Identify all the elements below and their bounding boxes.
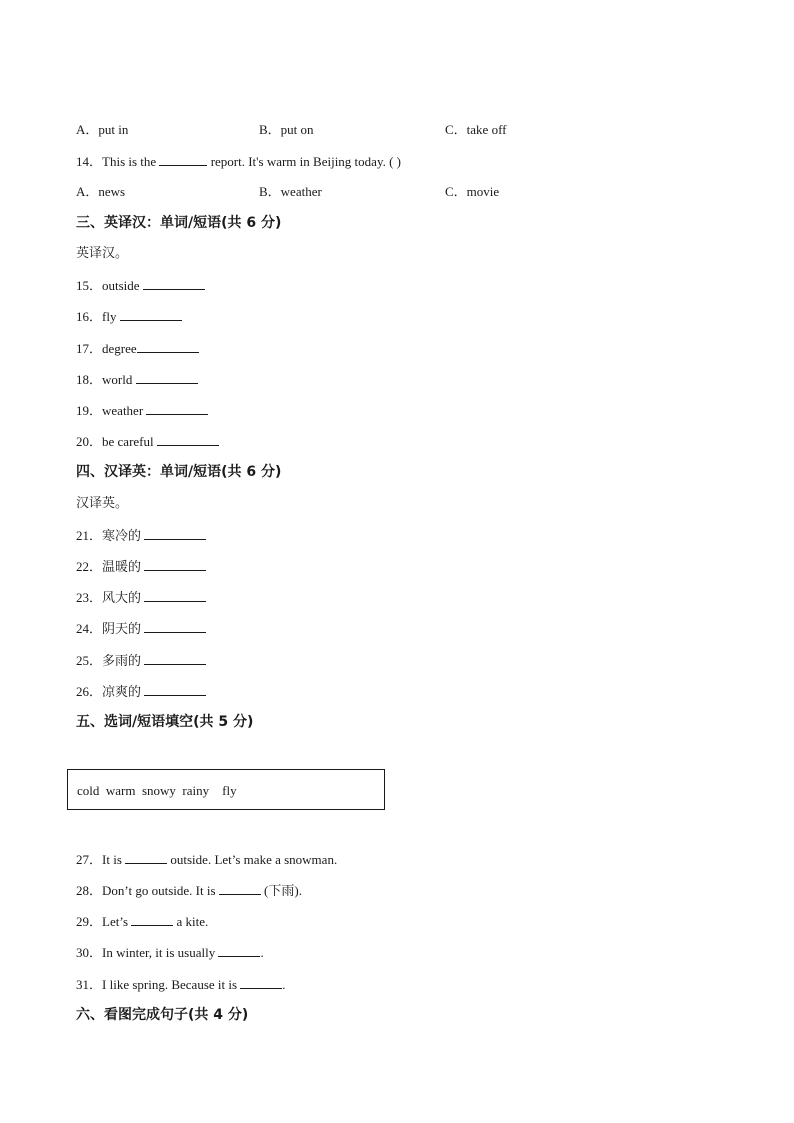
answer-blank[interactable] [157,433,219,446]
section-6-heading: 六、看图完成句子(共 4 分) [76,1007,249,1023]
question-word: 温暖的 [102,560,142,575]
answer-blank[interactable] [144,589,206,602]
question-19 [76,402,208,419]
word-bank-text: cold warm snowy rainy fly [77,783,237,798]
question-word: fly [102,309,117,324]
answer-blank[interactable] [144,652,206,665]
word-bank-box [67,769,385,810]
question-text-pre: In winter, it is usually [102,945,216,960]
question-number: 16． [76,309,103,324]
question-17 [76,340,199,357]
question-number: 30． [76,945,103,960]
section-3-instruction: 英译汉。 [76,246,129,261]
question-word: 凉爽的 [102,685,142,700]
question-number: 26． [76,684,103,699]
section-4-instruction: 汉译英。 [76,496,129,511]
question-number: 20． [76,434,103,449]
q14-option-c: C．movie [445,184,500,199]
question-25 [76,652,206,670]
question-14 [76,153,401,170]
question-word: 寒冷的 [102,529,142,544]
answer-blank[interactable] [144,527,206,540]
question-number: 19． [76,403,103,418]
question-text-pre: I like spring. Because it is [102,977,238,992]
question-26 [76,683,206,701]
section-4-heading: 四、汉译英：单词/短语(共 6 分) [76,464,282,480]
question-number: 24． [76,621,103,636]
answer-blank[interactable] [159,153,207,166]
q14-option-a: A．news [76,184,126,199]
question-text-pre: Let’s [102,914,129,929]
q13-option-b: B．put on [259,122,314,137]
answer-blank[interactable] [219,882,261,895]
question-number: 18． [76,372,103,387]
answer-blank[interactable] [125,851,167,864]
question-word: world [102,372,133,387]
answer-blank[interactable] [120,308,182,321]
question-text-pre: Don’t go outside. It is [102,883,216,898]
question-text-post: (下雨). [264,883,302,898]
question-27 [76,851,337,868]
question-number: 15． [76,278,103,293]
question-text-post: report. It's warm in Beijing today. ( ) [210,154,402,169]
question-number: 25． [76,653,103,668]
section-3-heading: 三、英译汉：单词/短语(共 6 分) [76,215,282,231]
question-28 [76,882,302,899]
answer-blank[interactable] [218,944,260,957]
question-number: 27． [76,852,103,867]
question-word: 多雨的 [102,654,142,669]
question-24 [76,620,206,638]
question-29 [76,913,208,930]
question-15 [76,277,205,294]
question-text-post: a kite. [176,914,209,929]
question-22 [76,558,206,576]
answer-blank[interactable] [144,683,206,696]
question-text-post: outside. Let’s make a snowman. [170,852,338,867]
question-text-post: . [282,977,286,992]
question-number: 28． [76,883,103,898]
answer-blank[interactable] [144,620,206,633]
answer-blank[interactable] [146,402,208,415]
question-23 [76,589,206,607]
q13-option-c: C．take off [445,122,507,137]
question-word: weather [102,403,144,418]
question-20 [76,433,219,450]
answer-blank[interactable] [144,558,206,571]
question-word: outside [102,278,140,293]
question-number: 23． [76,590,103,605]
answer-blank[interactable] [131,913,173,926]
answer-blank[interactable] [137,340,199,353]
question-text-pre: This is the [102,154,157,169]
question-word: degree [102,341,137,356]
question-18 [76,371,198,388]
answer-blank[interactable] [240,976,282,989]
question-31 [76,976,286,993]
question-text-post: . [260,945,264,960]
question-number: 17． [76,341,103,356]
question-21 [76,527,206,545]
section-5-heading: 五、选词/短语填空(共 5 分) [76,714,254,730]
question-number: 21． [76,528,103,543]
question-number: 14． [76,154,103,169]
answer-blank[interactable] [136,371,198,384]
question-30 [76,944,264,961]
question-number: 29． [76,914,103,929]
q14-option-b: B．weather [259,184,322,199]
question-word: be careful [102,434,154,449]
answer-blank[interactable] [143,277,205,290]
question-word: 风大的 [102,591,142,606]
question-number: 31． [76,977,103,992]
question-word: 阴天的 [102,622,142,637]
question-text-pre: It is [102,852,122,867]
question-16 [76,308,182,325]
q13-option-a: A．put in [76,122,129,137]
question-number: 22． [76,559,103,574]
